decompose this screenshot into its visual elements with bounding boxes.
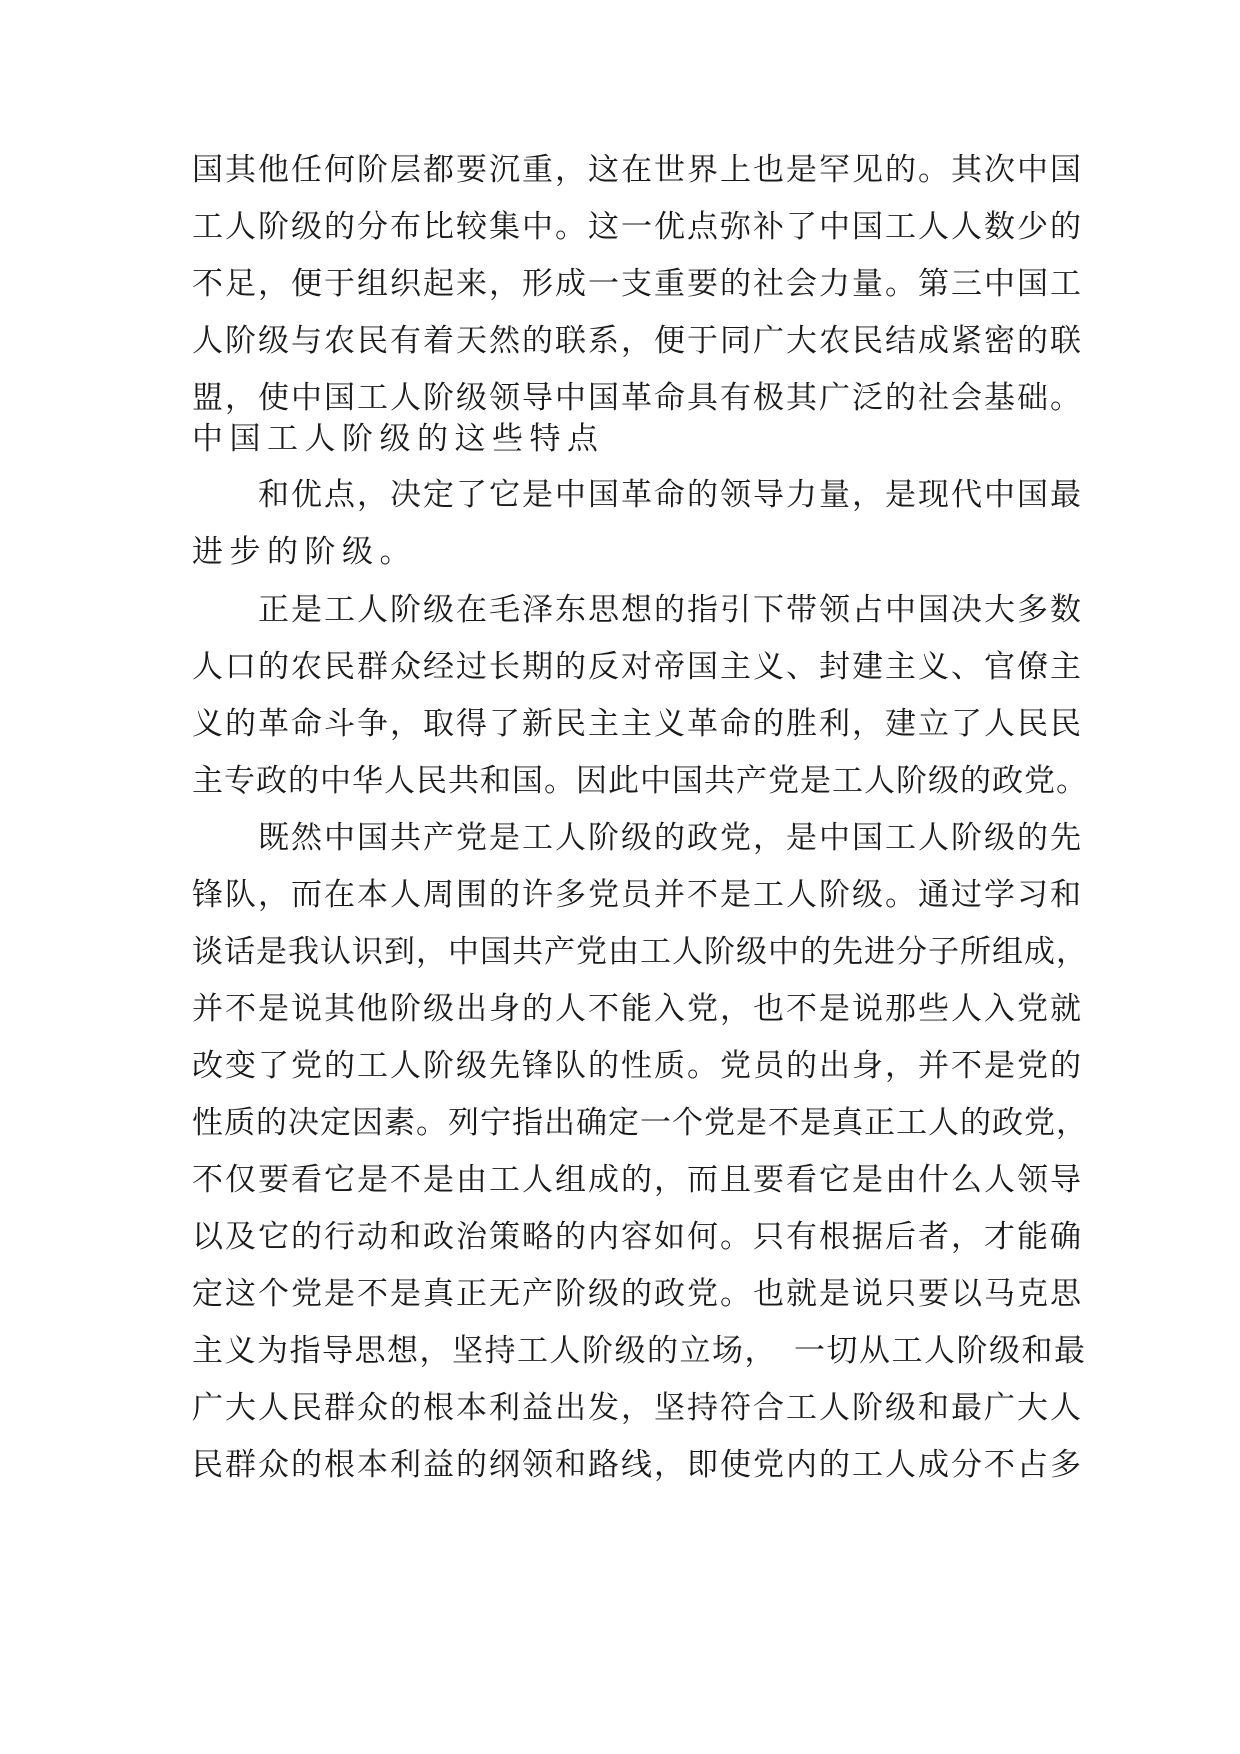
text-line: 义的革命斗争，取得了新民主主义革命的胜利，建立了人民民: [192, 706, 1083, 742]
text-line: 谈话是我认识到，中国共产党由工人阶级中的先进分子所组成，: [192, 934, 1088, 970]
text-line: 改变了党的工人阶级先锋队的性质。党员的出身，并不是党的: [192, 1048, 1083, 1084]
text-line: 民群众的根本利益的纲领和路线，即使党内的工人成分不占多: [192, 1447, 1083, 1483]
text-line: 不足，便于组织起来，形成一支重要的社会力量。第三中国工: [192, 266, 1083, 302]
text-line: 主专政的中华人民共和国。因此中国共产党是工人阶级的政党。: [192, 763, 1088, 799]
text-line: 主义为指导思想，坚持工人阶级的立场， 一切从工人阶级和最: [192, 1333, 1087, 1369]
text-line: 盟，使中国工人阶级领导中国革命具有极其广泛的社会基础。: [192, 380, 1083, 416]
paragraph-start-line: 正是工人阶级在毛泽东思想的指引下带领占中国决大多数: [258, 592, 1083, 628]
text-line: 广大人民群众的根本利益出发，坚持符合工人阶级和最广大人: [192, 1390, 1083, 1426]
text-line: 人阶级与农民有着天然的联系，便于同广大农民结成紧密的联: [192, 323, 1083, 359]
text-line: 以及它的行动和政治策略的内容如何。只有根据后者，才能确: [192, 1219, 1083, 1255]
text-line: 定这个党是不是真正无产阶级的政党。也就是说只要以马克思: [192, 1276, 1083, 1312]
text-line: 不仅要看它是不是由工人组成的，而且要看它是由什么人领导: [192, 1162, 1083, 1198]
text-line: 中国工人阶级的这些特点: [192, 421, 605, 457]
text-line: 并不是说其他阶级出身的人不能入党，也不是说那些人入党就: [192, 991, 1083, 1027]
text-line: 国其他任何阶层都要沉重，这在世界上也是罕见的。其次中国: [192, 152, 1083, 188]
text-line: 人口的农民群众经过长期的反对帝国主义、封建主义、官僚主: [192, 649, 1083, 685]
paragraph-start-line: 既然中国共产党是工人阶级的政党，是中国工人阶级的先: [258, 820, 1083, 856]
paragraph-start-line: 和优点，决定了它是中国革命的领导力量，是现代中国最: [258, 477, 1083, 513]
text-line: 性质的决定因素。列宁指出确定一个党是不是真正工人的政党，: [192, 1105, 1088, 1141]
text-line: 锋队，而在本人周围的许多党员并不是工人阶级。通过学习和: [192, 877, 1083, 913]
text-line: 工人阶级的分布比较集中。这一优点弥补了中国工人人数少的: [192, 209, 1083, 245]
text-line: 进步的阶级。: [192, 534, 417, 570]
